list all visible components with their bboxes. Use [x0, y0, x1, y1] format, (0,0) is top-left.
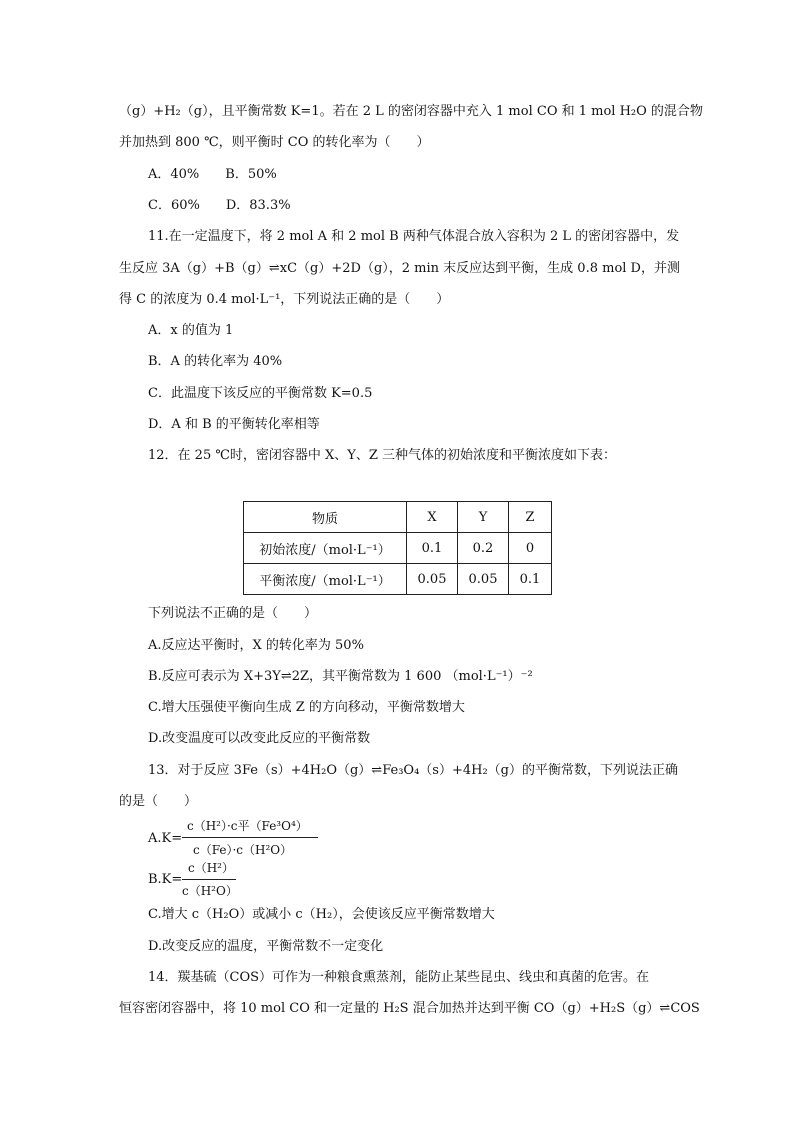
fraction-denominator: c（H²O）: [182, 884, 238, 898]
fraction-bar: [182, 879, 236, 880]
table-cell: 0.1: [509, 564, 552, 595]
option-d: D.改变反应的温度，平衡常数不一定变化: [148, 939, 384, 954]
question-12-stem: 12．在 25 ℃时，密闭容器中 X、Y、Z 三种气体的初始浓度和平衡浓度如下表：: [148, 448, 617, 463]
fraction-numerator: c（H²）·c平（Fe³O⁴）: [187, 819, 308, 833]
option-a-label: A.K=: [148, 831, 183, 846]
concentration-table: [243, 501, 552, 595]
table-cell: 0.05: [407, 564, 458, 595]
option-c: C.增大压强使平衡向生成 Z 的方向移动，平衡常数增大: [148, 700, 465, 715]
table-row: [244, 533, 552, 564]
question-12-prompt: 下列说法不正确的是（ ）: [148, 606, 318, 621]
table-header-cell: Z: [509, 502, 552, 533]
option-d: D．A 和 B 的平衡转化率相等: [148, 417, 320, 432]
option-b: B．A 的转化率为 40%: [148, 354, 283, 369]
question-11-stem: 得 C 的浓度为 0.4 mol·L⁻¹，下列说法正确的是（ ）: [119, 292, 450, 307]
option-a: A.反应达平衡时，X 的转化率为 50%: [148, 638, 364, 653]
question-13-stem: 的是（ ）: [119, 794, 198, 809]
text-line: （g）+H₂（g），且平衡常数 K=1。若在 2 L 的密闭容器中充入 1 mol CO 和 1 mol H₂O 的混合物: [119, 104, 703, 119]
option-a: A．x 的值为 1: [148, 323, 234, 338]
table-cell: 0.05: [458, 564, 509, 595]
table-cell: 0.2: [458, 533, 509, 564]
question-11-stem: 生反应 3A（g）+B（g）⇌xC（g）+2D（g），2 min 末反应达到平衡，生成 0.8 mol D，并测: [119, 261, 680, 276]
option-b-label: B.K=: [148, 872, 183, 887]
question-14-stem: 14．羰基硫（COS）可作为一种粮食熏蒸剂，能防止某些昆虫、线虫和真菌的危害。在: [148, 970, 650, 985]
question-14-stem: 恒容密闭容器中，将 10 mol CO 和一定量的 H₂S 混合加热并达到平衡 CO（g）+H₂S（g）⇌COS: [119, 1001, 700, 1016]
option-d: D.改变温度可以改变此反应的平衡常数: [148, 731, 371, 746]
table-header-row: [244, 502, 552, 533]
question-11-stem: 11.在一定温度下，将 2 mol A 和 2 mol B 两种气体混合放入容积为 2 L 的密闭容器中，发: [148, 229, 680, 244]
table-header-cell: X: [407, 502, 458, 533]
table-header-cell: 物质: [244, 502, 407, 533]
option-line: C．60% D．83.3%: [148, 198, 291, 213]
fraction-bar: [182, 837, 318, 838]
option-line: A．40% B．50%: [148, 167, 277, 182]
table-cell: 平衡浓度/（mol·L⁻¹）: [244, 564, 407, 595]
option-c: C.增大 c（H₂O）或减小 c（H₂），会使该反应平衡常数增大: [148, 907, 495, 922]
option-b: B.反应可表示为 X+3Y⇌2Z，其平衡常数为 1 600 （mol·L⁻¹）⁻²: [148, 669, 533, 684]
table-cell: 初始浓度/（mol·L⁻¹）: [244, 533, 407, 564]
fraction-numerator: c（H²）: [188, 861, 234, 875]
text-line: 并加热到 800 ℃，则平衡时 CO 的转化率为（ ）: [119, 135, 430, 150]
table-cell: 0: [509, 533, 552, 564]
table-header-cell: Y: [458, 502, 509, 533]
fraction-denominator: c（Fe）·c（H²O）: [193, 843, 293, 857]
option-c: C．此温度下该反应的平衡常数 K=0.5: [148, 386, 373, 401]
table-row: [244, 564, 552, 595]
table-cell: 0.1: [407, 533, 458, 564]
question-13-stem: 13．对于反应 3Fe（s）+4H₂O（g）⇌Fe₃O₄（s）+4H₂（g）的平衡常数，下列说法正确: [148, 763, 678, 778]
